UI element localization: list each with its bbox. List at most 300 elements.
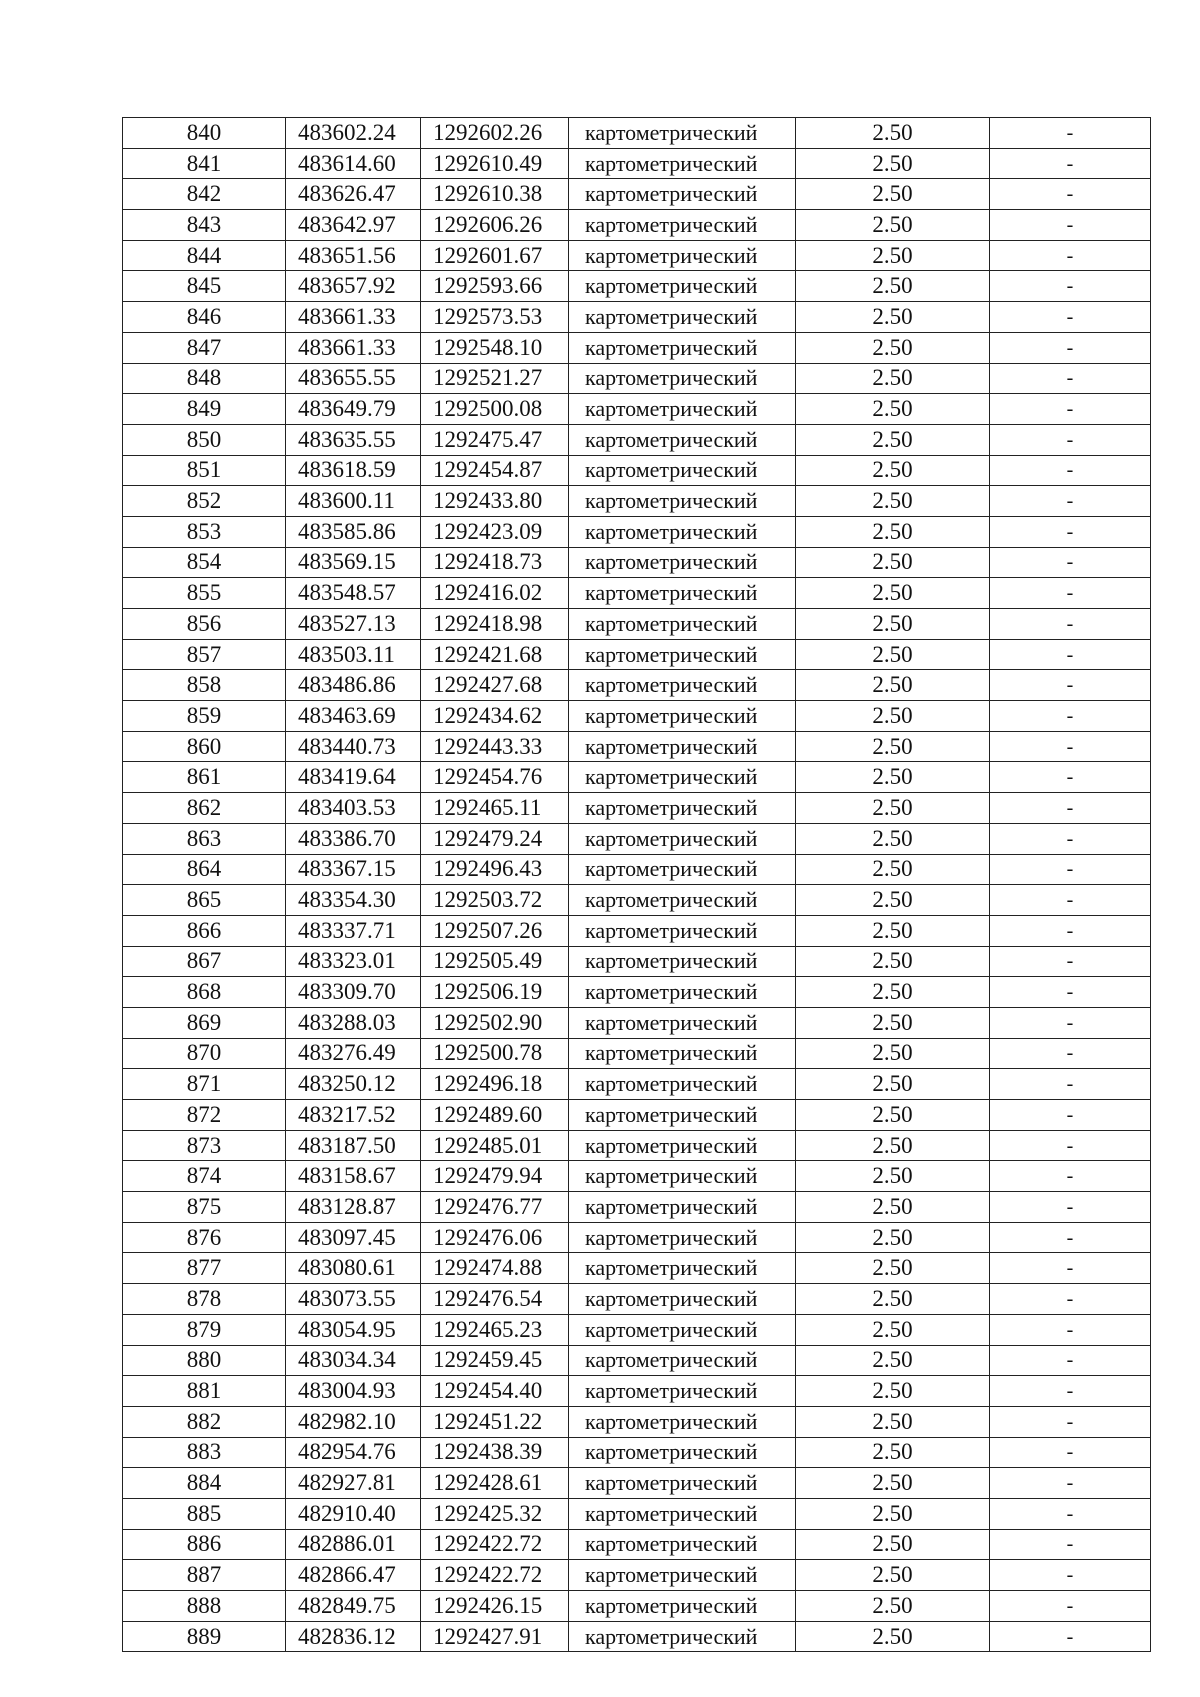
method-cell: картометрический	[569, 1498, 796, 1529]
point-number-cell: 844	[123, 240, 286, 271]
note-cell: -	[990, 302, 1151, 333]
table-row	[123, 1437, 1151, 1468]
precision-cell: 2.50	[796, 823, 990, 854]
precision-cell: 2.50	[796, 179, 990, 210]
x-coordinate-cell: 483635.55	[286, 424, 421, 455]
table-row	[123, 578, 1151, 609]
note-cell: -	[990, 424, 1151, 455]
y-coordinate-cell: 1292434.62	[421, 701, 569, 732]
y-coordinate-cell: 1292610.38	[421, 179, 569, 210]
method-cell: картометрический	[569, 823, 796, 854]
precision-cell: 2.50	[796, 547, 990, 578]
method-cell: картометрический	[569, 670, 796, 701]
method-cell: картометрический	[569, 731, 796, 762]
x-coordinate-cell: 483651.56	[286, 240, 421, 271]
note-cell: -	[990, 823, 1151, 854]
y-coordinate-cell: 1292479.94	[421, 1161, 569, 1192]
table-row	[123, 302, 1151, 333]
method-cell: картометрический	[569, 179, 796, 210]
x-coordinate-cell: 482927.81	[286, 1468, 421, 1499]
x-coordinate-cell: 483486.86	[286, 670, 421, 701]
precision-cell: 2.50	[796, 885, 990, 916]
y-coordinate-cell: 1292479.24	[421, 823, 569, 854]
precision-cell: 2.50	[796, 240, 990, 271]
note-cell: -	[990, 1038, 1151, 1069]
y-coordinate-cell: 1292476.54	[421, 1284, 569, 1315]
x-coordinate-cell: 483187.50	[286, 1130, 421, 1161]
y-coordinate-cell: 1292425.32	[421, 1498, 569, 1529]
table-row	[123, 885, 1151, 916]
point-number-cell: 856	[123, 609, 286, 640]
note-cell: -	[990, 394, 1151, 425]
table-row	[123, 1284, 1151, 1315]
precision-cell: 2.50	[796, 1100, 990, 1131]
note-cell: -	[990, 1498, 1151, 1529]
table-row	[123, 670, 1151, 701]
table-row	[123, 363, 1151, 394]
method-cell: картометрический	[569, 1621, 796, 1652]
point-number-cell: 855	[123, 578, 286, 609]
x-coordinate-cell: 483618.59	[286, 455, 421, 486]
y-coordinate-cell: 1292610.49	[421, 148, 569, 179]
precision-cell: 2.50	[796, 1529, 990, 1560]
x-coordinate-cell: 483097.45	[286, 1222, 421, 1253]
table-row	[123, 1100, 1151, 1131]
table-row	[123, 1130, 1151, 1161]
y-coordinate-cell: 1292459.45	[421, 1345, 569, 1376]
table-row	[123, 946, 1151, 977]
point-number-cell: 874	[123, 1161, 286, 1192]
note-cell: -	[990, 1100, 1151, 1131]
x-coordinate-cell: 483004.93	[286, 1376, 421, 1407]
method-cell: картометрический	[569, 1560, 796, 1591]
x-coordinate-cell: 483657.92	[286, 271, 421, 302]
x-coordinate-cell: 482886.01	[286, 1529, 421, 1560]
x-coordinate-cell: 483614.60	[286, 148, 421, 179]
point-number-cell: 854	[123, 547, 286, 578]
note-cell: -	[990, 1560, 1151, 1591]
x-coordinate-cell: 483217.52	[286, 1100, 421, 1131]
note-cell: -	[990, 486, 1151, 517]
precision-cell: 2.50	[796, 118, 990, 149]
table-row	[123, 1621, 1151, 1652]
note-cell: -	[990, 1130, 1151, 1161]
y-coordinate-cell: 1292503.72	[421, 885, 569, 916]
precision-cell: 2.50	[796, 516, 990, 547]
point-number-cell: 851	[123, 455, 286, 486]
precision-cell: 2.50	[796, 1406, 990, 1437]
point-number-cell: 861	[123, 762, 286, 793]
x-coordinate-cell: 482910.40	[286, 1498, 421, 1529]
precision-cell: 2.50	[796, 915, 990, 946]
y-coordinate-cell: 1292428.61	[421, 1468, 569, 1499]
table-row	[123, 1345, 1151, 1376]
note-cell: -	[990, 1222, 1151, 1253]
precision-cell: 2.50	[796, 332, 990, 363]
y-coordinate-cell: 1292474.88	[421, 1253, 569, 1284]
method-cell: картометрический	[569, 1468, 796, 1499]
point-number-cell: 888	[123, 1591, 286, 1622]
x-coordinate-cell: 483649.79	[286, 394, 421, 425]
precision-cell: 2.50	[796, 1468, 990, 1499]
method-cell: картометрический	[569, 363, 796, 394]
precision-cell: 2.50	[796, 1192, 990, 1223]
precision-cell: 2.50	[796, 1130, 990, 1161]
point-number-cell: 853	[123, 516, 286, 547]
point-number-cell: 866	[123, 915, 286, 946]
precision-cell: 2.50	[796, 854, 990, 885]
precision-cell: 2.50	[796, 1222, 990, 1253]
y-coordinate-cell: 1292500.08	[421, 394, 569, 425]
note-cell: -	[990, 1192, 1151, 1223]
y-coordinate-cell: 1292602.26	[421, 118, 569, 149]
point-number-cell: 857	[123, 639, 286, 670]
table-row	[123, 240, 1151, 271]
note-cell: -	[990, 854, 1151, 885]
x-coordinate-cell: 483569.15	[286, 547, 421, 578]
table-row	[123, 455, 1151, 486]
y-coordinate-cell: 1292465.11	[421, 793, 569, 824]
precision-cell: 2.50	[796, 1284, 990, 1315]
x-coordinate-cell: 483440.73	[286, 731, 421, 762]
y-coordinate-cell: 1292485.01	[421, 1130, 569, 1161]
method-cell: картометрический	[569, 1284, 796, 1315]
point-number-cell: 860	[123, 731, 286, 762]
method-cell: картометрический	[569, 793, 796, 824]
method-cell: картометрический	[569, 701, 796, 732]
y-coordinate-cell: 1292601.67	[421, 240, 569, 271]
precision-cell: 2.50	[796, 1314, 990, 1345]
point-number-cell: 887	[123, 1560, 286, 1591]
x-coordinate-cell: 483655.55	[286, 363, 421, 394]
y-coordinate-cell: 1292502.90	[421, 1007, 569, 1038]
note-cell: -	[990, 516, 1151, 547]
table-row	[123, 271, 1151, 302]
table-row	[123, 332, 1151, 363]
method-cell: картометрический	[569, 148, 796, 179]
x-coordinate-cell: 483367.15	[286, 854, 421, 885]
point-number-cell: 867	[123, 946, 286, 977]
point-number-cell: 884	[123, 1468, 286, 1499]
method-cell: картометрический	[569, 639, 796, 670]
y-coordinate-cell: 1292505.49	[421, 946, 569, 977]
point-number-cell: 882	[123, 1406, 286, 1437]
method-cell: картометрический	[569, 609, 796, 640]
table-row	[123, 915, 1151, 946]
point-number-cell: 877	[123, 1253, 286, 1284]
precision-cell: 2.50	[796, 424, 990, 455]
note-cell: -	[990, 1529, 1151, 1560]
note-cell: -	[990, 332, 1151, 363]
precision-cell: 2.50	[796, 1498, 990, 1529]
note-cell: -	[990, 639, 1151, 670]
x-coordinate-cell: 483548.57	[286, 578, 421, 609]
method-cell: картометрический	[569, 240, 796, 271]
point-number-cell: 846	[123, 302, 286, 333]
table-row	[123, 1376, 1151, 1407]
point-number-cell: 873	[123, 1130, 286, 1161]
x-coordinate-cell: 483661.33	[286, 302, 421, 333]
x-coordinate-cell: 483250.12	[286, 1069, 421, 1100]
precision-cell: 2.50	[796, 1376, 990, 1407]
method-cell: картометрический	[569, 424, 796, 455]
point-number-cell: 840	[123, 118, 286, 149]
point-number-cell: 862	[123, 793, 286, 824]
coordinates-table-body	[123, 118, 1151, 1652]
table-row	[123, 1007, 1151, 1038]
note-cell: -	[990, 670, 1151, 701]
method-cell: картометрический	[569, 977, 796, 1008]
point-number-cell: 871	[123, 1069, 286, 1100]
point-number-cell: 849	[123, 394, 286, 425]
table-row	[123, 424, 1151, 455]
table-row	[123, 1222, 1151, 1253]
note-cell: -	[990, 240, 1151, 271]
y-coordinate-cell: 1292506.19	[421, 977, 569, 1008]
point-number-cell: 886	[123, 1529, 286, 1560]
y-coordinate-cell: 1292500.78	[421, 1038, 569, 1069]
x-coordinate-cell: 483527.13	[286, 609, 421, 640]
table-row	[123, 486, 1151, 517]
note-cell: -	[990, 1376, 1151, 1407]
precision-cell: 2.50	[796, 271, 990, 302]
precision-cell: 2.50	[796, 1560, 990, 1591]
y-coordinate-cell: 1292507.26	[421, 915, 569, 946]
note-cell: -	[990, 363, 1151, 394]
note-cell: -	[990, 210, 1151, 241]
y-coordinate-cell: 1292475.47	[421, 424, 569, 455]
note-cell: -	[990, 1069, 1151, 1100]
y-coordinate-cell: 1292454.87	[421, 455, 569, 486]
table-row	[123, 1069, 1151, 1100]
y-coordinate-cell: 1292606.26	[421, 210, 569, 241]
precision-cell: 2.50	[796, 1345, 990, 1376]
table-row	[123, 823, 1151, 854]
note-cell: -	[990, 1621, 1151, 1652]
method-cell: картометрический	[569, 1345, 796, 1376]
note-cell: -	[990, 1591, 1151, 1622]
y-coordinate-cell: 1292548.10	[421, 332, 569, 363]
method-cell: картометрический	[569, 1100, 796, 1131]
point-number-cell: 872	[123, 1100, 286, 1131]
method-cell: картометрический	[569, 1314, 796, 1345]
note-cell: -	[990, 578, 1151, 609]
note-cell: -	[990, 731, 1151, 762]
x-coordinate-cell: 483276.49	[286, 1038, 421, 1069]
note-cell: -	[990, 1284, 1151, 1315]
note-cell: -	[990, 1161, 1151, 1192]
table-row	[123, 1591, 1151, 1622]
x-coordinate-cell: 482849.75	[286, 1591, 421, 1622]
x-coordinate-cell: 482982.10	[286, 1406, 421, 1437]
y-coordinate-cell: 1292476.77	[421, 1192, 569, 1223]
y-coordinate-cell: 1292451.22	[421, 1406, 569, 1437]
method-cell: картометрический	[569, 1069, 796, 1100]
method-cell: картометрический	[569, 210, 796, 241]
x-coordinate-cell: 482836.12	[286, 1621, 421, 1652]
table-row	[123, 1498, 1151, 1529]
y-coordinate-cell: 1292421.68	[421, 639, 569, 670]
x-coordinate-cell: 482866.47	[286, 1560, 421, 1591]
precision-cell: 2.50	[796, 1161, 990, 1192]
method-cell: картометрический	[569, 1591, 796, 1622]
precision-cell: 2.50	[796, 1591, 990, 1622]
method-cell: картометрический	[569, 1130, 796, 1161]
y-coordinate-cell: 1292422.72	[421, 1560, 569, 1591]
point-number-cell: 878	[123, 1284, 286, 1315]
method-cell: картометрический	[569, 1007, 796, 1038]
y-coordinate-cell: 1292454.40	[421, 1376, 569, 1407]
point-number-cell: 842	[123, 179, 286, 210]
note-cell: -	[990, 1437, 1151, 1468]
x-coordinate-cell: 482954.76	[286, 1437, 421, 1468]
method-cell: картометрический	[569, 455, 796, 486]
note-cell: -	[990, 148, 1151, 179]
note-cell: -	[990, 793, 1151, 824]
method-cell: картометрический	[569, 1437, 796, 1468]
note-cell: -	[990, 1253, 1151, 1284]
y-coordinate-cell: 1292573.53	[421, 302, 569, 333]
point-number-cell: 850	[123, 424, 286, 455]
precision-cell: 2.50	[796, 486, 990, 517]
y-coordinate-cell: 1292438.39	[421, 1437, 569, 1468]
precision-cell: 2.50	[796, 639, 990, 670]
note-cell: -	[990, 455, 1151, 486]
x-coordinate-cell: 483503.11	[286, 639, 421, 670]
x-coordinate-cell: 483600.11	[286, 486, 421, 517]
point-number-cell: 879	[123, 1314, 286, 1345]
table-row	[123, 1253, 1151, 1284]
table-row	[123, 701, 1151, 732]
note-cell: -	[990, 1345, 1151, 1376]
precision-cell: 2.50	[796, 578, 990, 609]
point-number-cell: 848	[123, 363, 286, 394]
x-coordinate-cell: 483386.70	[286, 823, 421, 854]
method-cell: картометрический	[569, 1038, 796, 1069]
table-row	[123, 854, 1151, 885]
x-coordinate-cell: 483337.71	[286, 915, 421, 946]
y-coordinate-cell: 1292422.72	[421, 1529, 569, 1560]
x-coordinate-cell: 483034.34	[286, 1345, 421, 1376]
note-cell: -	[990, 609, 1151, 640]
table-row	[123, 118, 1151, 149]
precision-cell: 2.50	[796, 609, 990, 640]
point-number-cell: 881	[123, 1376, 286, 1407]
precision-cell: 2.50	[796, 670, 990, 701]
point-number-cell: 869	[123, 1007, 286, 1038]
table-row	[123, 179, 1151, 210]
table-row	[123, 516, 1151, 547]
table-row	[123, 1038, 1151, 1069]
note-cell: -	[990, 179, 1151, 210]
table-row	[123, 1161, 1151, 1192]
y-coordinate-cell: 1292426.15	[421, 1591, 569, 1622]
precision-cell: 2.50	[796, 455, 990, 486]
y-coordinate-cell: 1292496.43	[421, 854, 569, 885]
method-cell: картометрический	[569, 1161, 796, 1192]
note-cell: -	[990, 885, 1151, 916]
method-cell: картометрический	[569, 271, 796, 302]
precision-cell: 2.50	[796, 302, 990, 333]
note-cell: -	[990, 118, 1151, 149]
table-row	[123, 394, 1151, 425]
method-cell: картометрический	[569, 394, 796, 425]
table-row	[123, 1468, 1151, 1499]
table-row	[123, 1314, 1151, 1345]
x-coordinate-cell: 483158.67	[286, 1161, 421, 1192]
method-cell: картометрический	[569, 118, 796, 149]
y-coordinate-cell: 1292521.27	[421, 363, 569, 394]
table-row	[123, 639, 1151, 670]
method-cell: картометрический	[569, 302, 796, 333]
method-cell: картометрический	[569, 1192, 796, 1223]
table-row	[123, 547, 1151, 578]
table-row	[123, 762, 1151, 793]
method-cell: картометрический	[569, 486, 796, 517]
x-coordinate-cell: 483288.03	[286, 1007, 421, 1038]
precision-cell: 2.50	[796, 1621, 990, 1652]
method-cell: картометрический	[569, 1529, 796, 1560]
x-coordinate-cell: 483403.53	[286, 793, 421, 824]
y-coordinate-cell: 1292465.23	[421, 1314, 569, 1345]
note-cell: -	[990, 1406, 1151, 1437]
point-number-cell: 875	[123, 1192, 286, 1223]
y-coordinate-cell: 1292476.06	[421, 1222, 569, 1253]
point-number-cell: 870	[123, 1038, 286, 1069]
point-number-cell: 847	[123, 332, 286, 363]
x-coordinate-cell: 483128.87	[286, 1192, 421, 1223]
point-number-cell: 843	[123, 210, 286, 241]
point-number-cell: 863	[123, 823, 286, 854]
precision-cell: 2.50	[796, 210, 990, 241]
precision-cell: 2.50	[796, 731, 990, 762]
point-number-cell: 852	[123, 486, 286, 517]
note-cell: -	[990, 547, 1151, 578]
note-cell: -	[990, 1468, 1151, 1499]
precision-cell: 2.50	[796, 1437, 990, 1468]
y-coordinate-cell: 1292443.33	[421, 731, 569, 762]
method-cell: картометрический	[569, 547, 796, 578]
precision-cell: 2.50	[796, 977, 990, 1008]
y-coordinate-cell: 1292454.76	[421, 762, 569, 793]
x-coordinate-cell: 483309.70	[286, 977, 421, 1008]
point-number-cell: 865	[123, 885, 286, 916]
point-number-cell: 864	[123, 854, 286, 885]
method-cell: картометрический	[569, 1253, 796, 1284]
table-row	[123, 793, 1151, 824]
point-number-cell: 889	[123, 1621, 286, 1652]
table-row	[123, 210, 1151, 241]
point-number-cell: 868	[123, 977, 286, 1008]
x-coordinate-cell: 483080.61	[286, 1253, 421, 1284]
y-coordinate-cell: 1292489.60	[421, 1100, 569, 1131]
table-row	[123, 1192, 1151, 1223]
method-cell: картометрический	[569, 1406, 796, 1437]
table-row	[123, 1406, 1151, 1437]
x-coordinate-cell: 483661.33	[286, 332, 421, 363]
precision-cell: 2.50	[796, 762, 990, 793]
note-cell: -	[990, 946, 1151, 977]
precision-cell: 2.50	[796, 1069, 990, 1100]
table-row	[123, 1560, 1151, 1591]
point-number-cell: 859	[123, 701, 286, 732]
table-row	[123, 1529, 1151, 1560]
x-coordinate-cell: 483419.64	[286, 762, 421, 793]
note-cell: -	[990, 701, 1151, 732]
y-coordinate-cell: 1292423.09	[421, 516, 569, 547]
precision-cell: 2.50	[796, 1253, 990, 1284]
method-cell: картометрический	[569, 1222, 796, 1253]
